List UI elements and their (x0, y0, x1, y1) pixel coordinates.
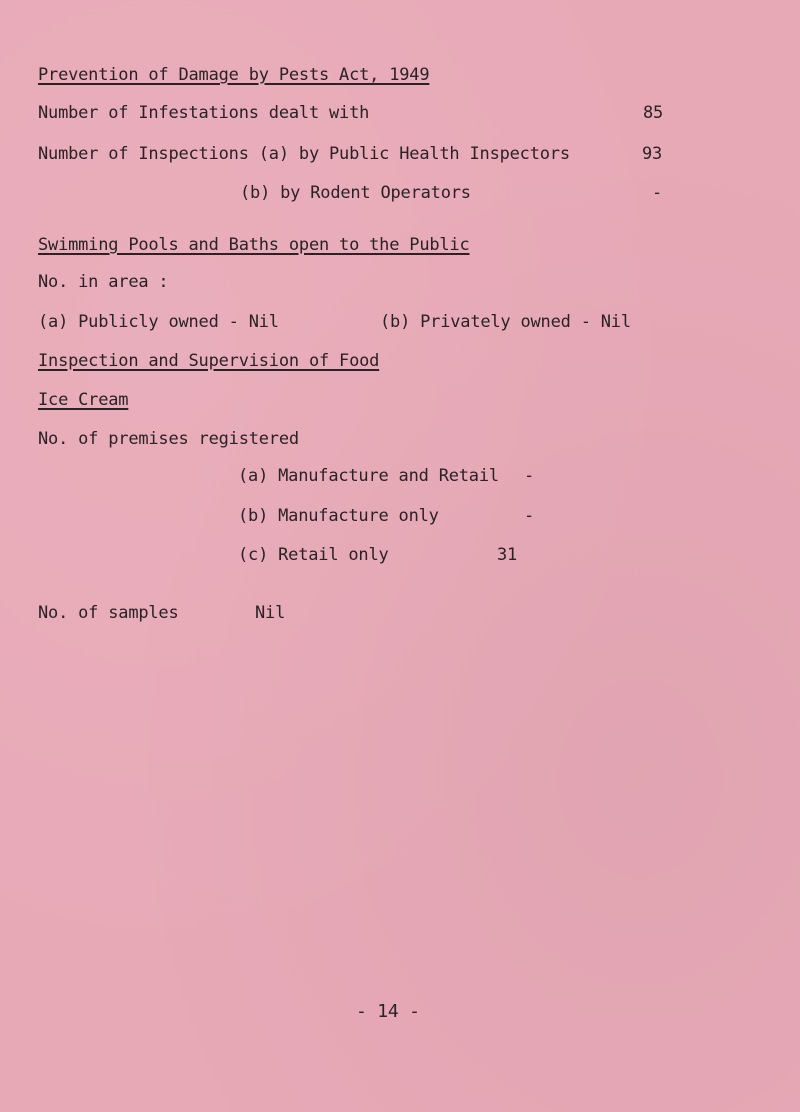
inspections-a-label: Number of Inspections (a) by Public Health Inspectors (38, 144, 570, 164)
samples-value: Nil (255, 603, 286, 623)
manufacture-only-label: (b) Manufacture only (238, 506, 439, 526)
infestations-label: Number of Infestations dealt with (38, 103, 370, 123)
inspections-b-label: (b) by Rodent Operators (240, 183, 471, 203)
premises-registered-label: No. of premises registered (38, 429, 299, 449)
inspections-b-value: - (652, 183, 663, 203)
manufacture-retail-value: - (524, 466, 535, 486)
retail-only-label: (c) Retail only (238, 545, 389, 565)
samples-label: No. of samples (38, 603, 179, 623)
ice-cream-heading: Ice Cream (38, 390, 129, 410)
retail-only-value: 31 (497, 545, 518, 565)
privately-owned: (b) Privately owned - Nil (380, 312, 631, 332)
page-number: - 14 - (356, 1001, 420, 1022)
manufacture-only-value: - (524, 506, 535, 526)
publicly-owned: (a) Publicly owned - Nil (38, 312, 279, 332)
manufacture-retail-label: (a) Manufacture and Retail (238, 466, 499, 486)
food-heading: Inspection and Supervision of Food (38, 351, 380, 371)
inspections-a-value: 93 (642, 144, 663, 164)
infestations-value: 85 (643, 103, 664, 123)
swimming-heading: Swimming Pools and Baths open to the Public (38, 235, 470, 255)
no-in-area-label: No. in area : (38, 272, 169, 292)
pests-act-heading: Prevention of Damage by Pests Act, 1949 (38, 65, 430, 85)
